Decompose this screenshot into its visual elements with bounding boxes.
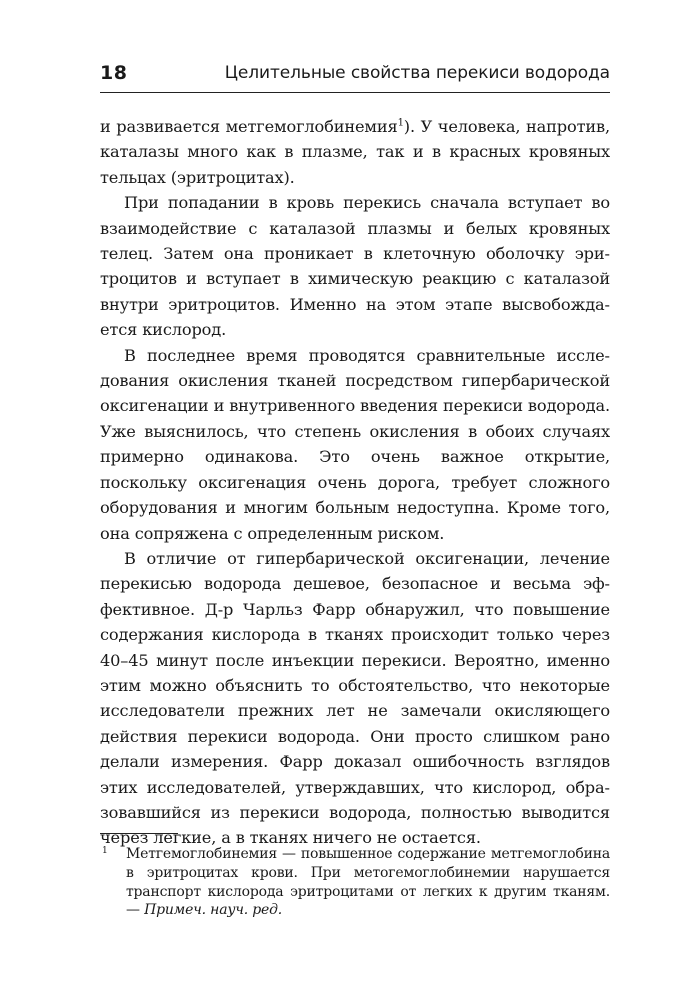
- page-number: 18: [100, 62, 128, 84]
- running-header: [100, 58, 610, 93]
- paragraph-3: В последнее время проводятся сравнительные исследования окисления тканей посредством гипербарической оксигенации и внутривенного введения перекиси водорода. Уже выяснилось, что степень окисления в обоих случаях примерно одинакова. Это очень важное открытие, поскольку оксигенация очень дорога, требует сложного оборудования и многим больным недоступна. Кроме того, она сопряжена с определенным риском.: [100, 345, 610, 543]
- paragraph-1-text: и развивается метгемоглобинемия: [100, 117, 398, 136]
- footnote-text: Метгемоглобинемия — повышенное содержание метгемоглобина в эритроцитах крови. При метогемоглобинемии нарушается транспорт кислорода эритроцитами от легких к другим тканям. —: [126, 846, 610, 919]
- paragraph-2: При попадании в кровь перекись сначала вступает во взаимодействие с каталазой плазмы и белых кровяных телец. Затем она проникает в клеточную оболочку эритроцитов и вступает в химическую реакцию с каталазой внутри эритроцитов. Именно на этом этапе высвобождается кислород.: [100, 193, 610, 340]
- main-text: [100, 114, 610, 851]
- footnote: [100, 845, 610, 920]
- footnote-attribution: Примеч. науч. ред.: [144, 902, 283, 919]
- footnote-body: [126, 845, 610, 920]
- footnote-mark: 1: [102, 846, 108, 856]
- paragraph-1: [100, 114, 610, 190]
- footnote-separator: [100, 833, 178, 834]
- paragraph-1-continuation: ). У человека, напротив, каталазы много как в плазме, так и в красных кровяных тельцах (эритроцитах).: [100, 117, 610, 187]
- footnote-reference: 1: [397, 117, 404, 129]
- paragraph-4: В отличие от гипербарической оксигенации, лечение перекисью водорода дешевое, безопасное и весьма эффективное. Д-р Чарльз Фарр обнаружил, что повышение содержания кислорода в тканях происходит только через 40–45 минут после инъекции перекиси. Вероятно, именно этим можно объяснить то обстоятельство, что некоторые исследователи прежних лет не замечали окисляющего действия перекиси водорода. Они просто слишком рано делали измерения. Фарр доказал ошибочность взглядов этих исследователей, утверждавших, что кислород, образовавшийся из перекиси водорода, полностью выводится через легкие, а в тканях ничего не остается.: [100, 548, 610, 848]
- running-title: Целительные свойства перекиси водорода: [224, 63, 610, 83]
